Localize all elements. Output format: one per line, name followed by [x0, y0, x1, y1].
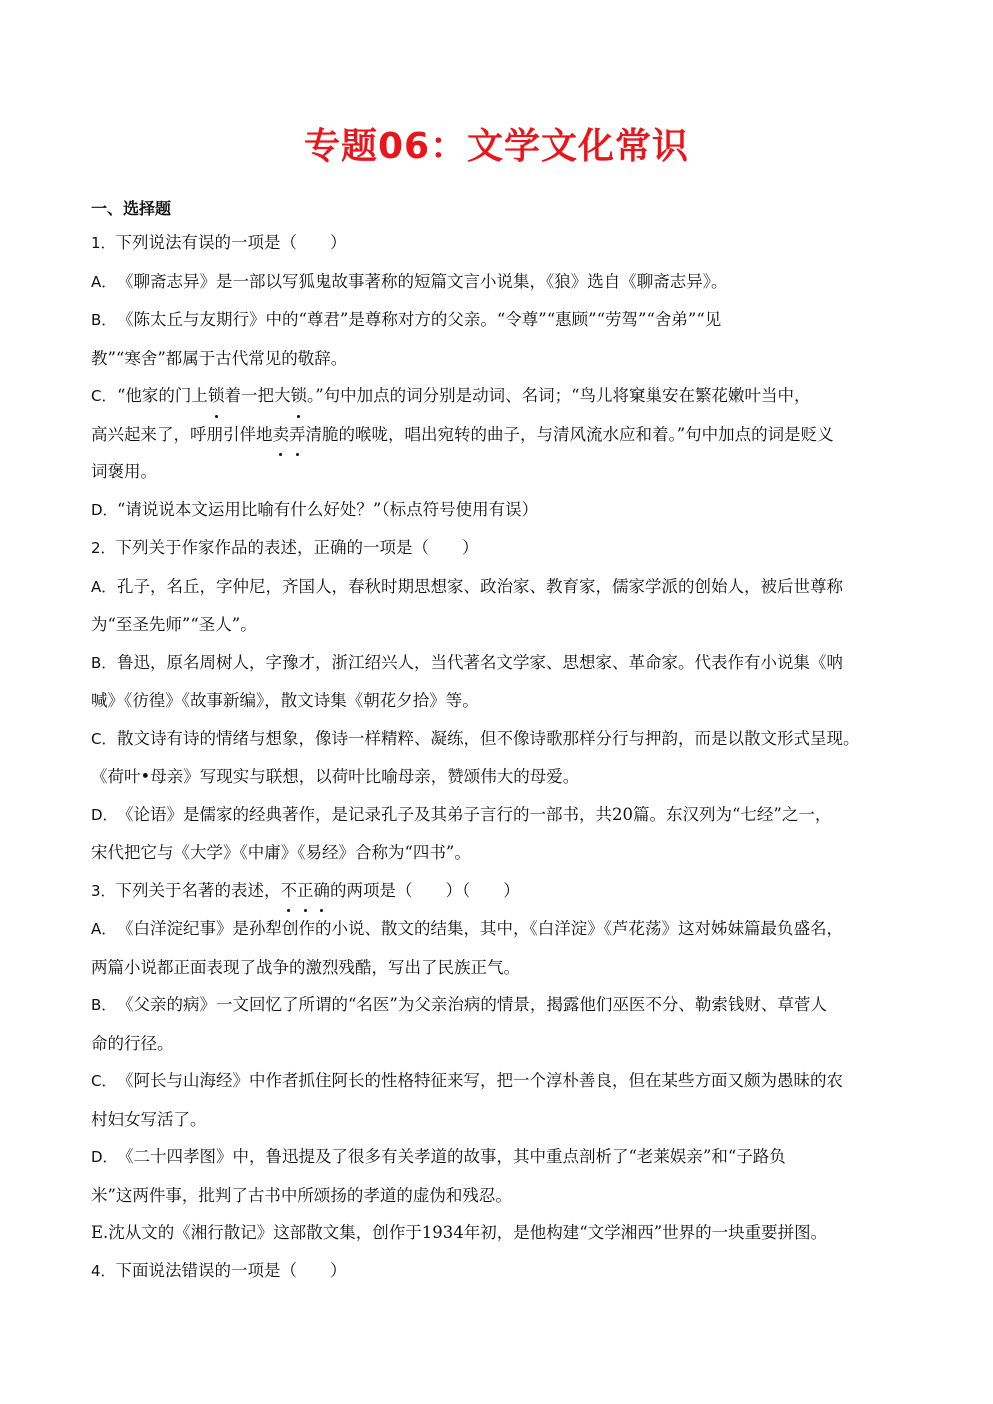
- question-3-number: 3．: [91, 881, 116, 900]
- question-3-stem: [91, 872, 911, 911]
- emphasis-dot-char: 弄: [289, 416, 306, 454]
- question-4-stem: [91, 1252, 911, 1291]
- option-label: A．: [91, 577, 117, 596]
- option-text: 《阿长与山海经》中作者抓住阿长的性格特征来写，把一个淳朴善良，但在某些方面又颇为愚昧的农: [117, 1071, 843, 1090]
- emphasis-dot-char: 确: [314, 872, 331, 910]
- question-1-option-d: [91, 491, 911, 530]
- option-text: 《二十四孝图》中，鲁迅提及了很多有关孝道的故事，其中重点剖析了“老莱娱亲”和“子路负: [117, 1147, 786, 1166]
- question-3-option-d-cont: 米”这两件事，批判了古书中所颂扬的孝道的虚伪和残忍。: [91, 1185, 512, 1205]
- option-text: “他家的门上: [117, 386, 208, 405]
- question-2-number: 2．: [91, 539, 116, 557]
- question-2-option-b-cont: 喊》《彷徨》《故事新编》，散文诗集《朝花夕拾》等。: [91, 691, 479, 710]
- option-text: 清脆的喉咙，唱出宛转的曲子，与清风流水应和着。”句中加点的词是贬义: [305, 424, 834, 444]
- option-label: B．: [91, 996, 117, 1014]
- question-3-option-d: [91, 1138, 911, 1177]
- question-3-option-b: [91, 986, 911, 1025]
- option-label: A．: [91, 920, 117, 938]
- question-4-number: 4．: [91, 1261, 116, 1280]
- emphasis-dot-char: 锁: [208, 377, 225, 415]
- emphasis-dot-char: 锁: [290, 377, 307, 415]
- option-text: 着一把大: [224, 386, 291, 405]
- question-2-option-b: [91, 644, 911, 683]
- question-3-text: 的两项是（ ）（ ）: [330, 880, 520, 900]
- question-1-stem: [91, 224, 911, 263]
- question-3-option-e: E.沈从文的《湘行散记》这部散文集，创作于1934年初，是他构建“文学湘西”世界的一块重要拼图。: [91, 1223, 828, 1242]
- option-text: “请说说本文运用比喻有什么好处？”（标点符号使用有误）: [117, 499, 539, 519]
- option-text: 孔子，名丘，字仲尼，齐国人，春秋时期思想家、政治家、教育家，儒家学派的创始人，被后世尊称: [117, 576, 843, 596]
- question-2-option-d-cont: 宋代把它与《大学》《中庸》《易经》合称为“四书”。: [91, 843, 471, 862]
- question-1-option-b: [91, 301, 911, 340]
- option-label: B．: [91, 311, 117, 329]
- option-label: D．: [91, 1148, 118, 1166]
- option-label: A．: [91, 272, 117, 291]
- emphasis-dot-char: 正: [297, 872, 314, 910]
- question-2-option-c: [91, 720, 911, 759]
- question-1-option-c-cont: [91, 416, 911, 454]
- question-2-option-a: [91, 568, 911, 607]
- option-text: 《聊斋志异》是一部以写狐鬼故事著称的短篇文言小说集，《狼》选自《聊斋志异》。: [117, 271, 728, 291]
- emphasis-dot-char: 不: [281, 872, 298, 910]
- question-2-stem: [91, 529, 911, 568]
- option-text: 《论语》是儒家的经典著作，是记录孔子及其弟子言行的一部书，共20篇。东汉列为“七经”之一，: [117, 804, 832, 824]
- option-text: 《陈太丘与友期行》中的“尊君”是尊称对方的父亲。“令尊”“惠顾”“劳驾”“舍弟”“见: [117, 310, 722, 329]
- question-3-option-b-cont: 命的行径。: [91, 1033, 174, 1053]
- question-3-option-c-cont: 村妇女写活了。: [91, 1109, 207, 1129]
- question-3-text: 下列关于名著的表述，: [115, 880, 281, 900]
- option-label: C．: [91, 387, 117, 405]
- question-1-text: 下列说法有误的一项是（ ）: [115, 233, 347, 252]
- question-1-option-b-cont: 教”“寒舍”都属于古代常见的敬辞。: [91, 348, 348, 368]
- question-2-option-a-cont: 为“至圣先师”“圣人”。: [91, 615, 257, 634]
- option-text: 《白洋淀纪事》是孙犁创作的小说、散文的结集，其中，《白洋淀》《芦花荡》这对姊妹篇最负盛名，: [117, 919, 843, 938]
- option-text: 。”句中加点的词分别是动词、名词；“鸟儿将窠巢安在繁花嫩叶当中，: [306, 386, 811, 405]
- question-1-option-c: [91, 377, 911, 416]
- option-label: C．: [91, 1072, 117, 1090]
- page-title: 专题06：文学文化常识: [303, 126, 690, 167]
- question-3-option-a-cont: 两篇小说都正面表现了战争的激烈残酷，写出了民族正气。: [91, 957, 520, 977]
- option-text: 鲁迅，原名周树人，字豫才，浙江绍兴人，当代著名文学家、思想家、革命家。代表作有小说集《呐: [117, 652, 843, 672]
- question-3-option-c: [91, 1062, 911, 1101]
- question-2-option-c-cont: 《荷叶•母亲》写现实与联想，以荷叶比喻母亲，赞颂伟大的母爱。: [91, 767, 580, 786]
- question-1-option-a: [91, 263, 911, 302]
- question-list: [91, 196, 911, 1290]
- question-2-option-d: [91, 796, 911, 835]
- question-4-text: 下面说法错误的一项是（ ）: [115, 1260, 347, 1280]
- question-1-number: 1．: [91, 234, 116, 252]
- question-3-option-a: [91, 910, 911, 949]
- option-label: D．: [91, 500, 118, 519]
- emphasis-dot-char: 卖: [273, 416, 290, 454]
- section-heading: 一、选择题: [91, 199, 172, 218]
- option-label: D．: [91, 805, 118, 824]
- option-text: 《父亲的病》一文回忆了所谓的“名医”为父亲治病的情景，揭露他们巫医不分、勒索钱财、草菅人: [117, 995, 827, 1014]
- option-text: 散文诗有诗的情绪与想象，像诗一样精粹、凝练，但不像诗歌那样分行与押韵，而是以散文形式呈现。: [117, 728, 860, 748]
- option-label: C．: [91, 729, 117, 748]
- question-2-text: 下列关于作家作品的表述，正确的一项是（ ）: [115, 538, 479, 557]
- question-1-option-c-cont2: 词褒用。: [91, 462, 157, 481]
- option-text: 高兴起来了，呼朋引伴地: [91, 424, 273, 444]
- option-label: B．: [91, 653, 117, 672]
